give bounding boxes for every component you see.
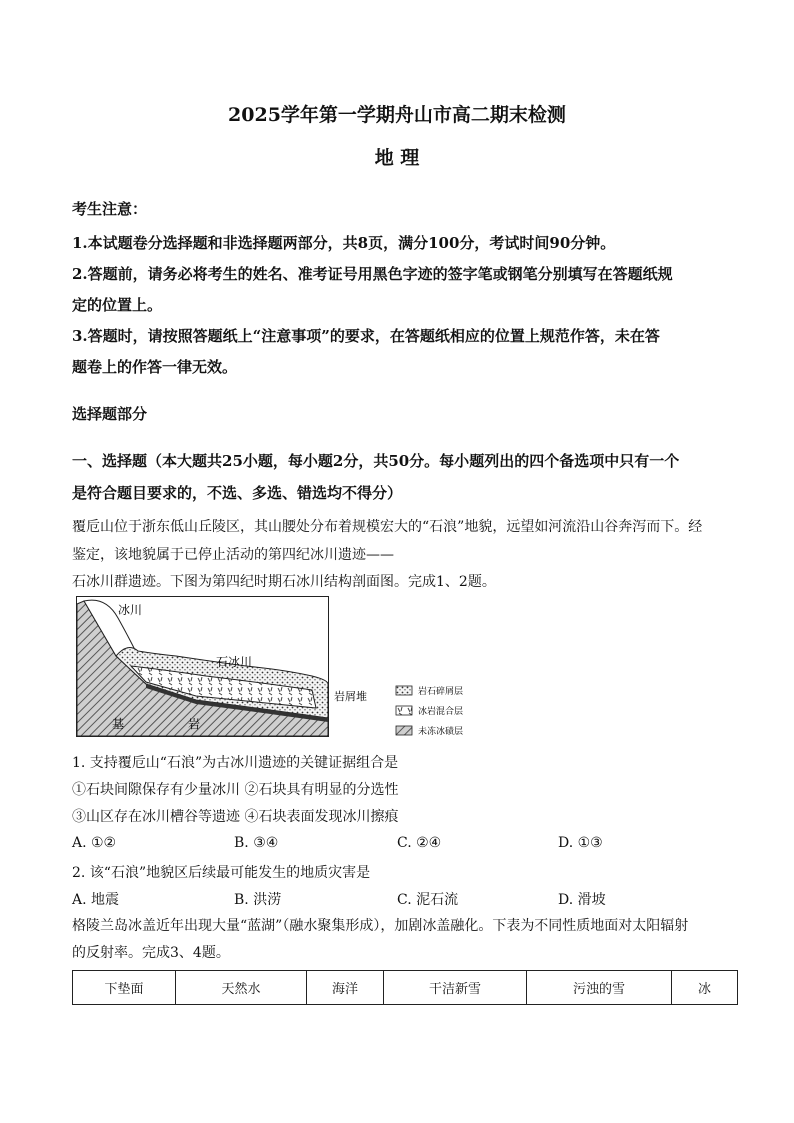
- passage1-line-2: 鉴定，该地貌属于已停止活动的第四纪冰川遗迹——: [72, 547, 394, 563]
- subject-title: 地 理: [374, 147, 420, 169]
- label-glacier: 冰川: [118, 603, 143, 617]
- label-bedrock-2: 岩: [188, 717, 201, 731]
- table-header-cell: 海洋: [307, 971, 384, 1005]
- legend-label-till: 未冻冰碛层: [418, 727, 464, 737]
- notice-line-3a: 3.答题时，请按照答题纸上“注意事项”的要求，在答题纸相应的位置上规范作答，未在答: [72, 327, 660, 345]
- table-header-cell: 冰: [672, 971, 738, 1005]
- passage2-line-2: 的反射率。完成3、4题。: [72, 945, 230, 961]
- table-header-cell: 天然水: [176, 971, 307, 1005]
- label-rock-glacier: 石冰川: [216, 655, 253, 669]
- table-header-cell: 干洁新雪: [384, 971, 527, 1005]
- q2-option-b[interactable]: B. 洪涝: [234, 892, 282, 908]
- q1-option-a[interactable]: A. ①②: [72, 835, 117, 851]
- q1-option-c[interactable]: C. ②④: [397, 835, 442, 851]
- notice-line-1: 1.本试题卷分选择题和非选择题两部分，共8页，满分100分，考试时间90分钟。: [72, 234, 616, 252]
- legend-swatch-debris: [396, 686, 412, 695]
- section-heading-b: 是符合题目要求的，不选、多选、错选均不得分）: [72, 484, 403, 502]
- legend-swatch-till: [396, 726, 412, 735]
- notice-heading: 考生注意：: [72, 200, 148, 218]
- q1-option-d[interactable]: D. ①③: [558, 835, 603, 851]
- legend-label-debris: 岩石碎屑层: [418, 687, 464, 697]
- notice-line-2b: 定的位置上。: [72, 296, 163, 314]
- passage1-line-1: 覆卮山位于浙东低山丘陵区，其山腰处分布着规模宏大的“石浪”地貌，远望如河流沿山谷奔泻而下。经: [72, 519, 703, 535]
- legend-swatch-mix: [396, 706, 412, 715]
- passage2-line-1: 格陵兰岛冰盖近年出现大量“蓝湖”（融水聚集形成），加剧冰盖融化。下表为不同性质地面对太阳辐射: [72, 918, 689, 934]
- notice-line-3b: 题卷上的作答一律无效。: [72, 358, 238, 376]
- exam-title: 2025学年第一学期舟山市高二期末检测: [228, 104, 566, 126]
- q2-stem: 2. 该“石浪”地貌区后续最可能发生的地质灾害是: [72, 865, 371, 881]
- passage1-line-3: 石冰川群遗迹。下图为第四纪时期石冰川结构剖面图。完成1、2题。: [72, 574, 496, 590]
- table-header-cell: 下垫面: [73, 971, 176, 1005]
- part-title: 选择题部分: [72, 405, 148, 423]
- q2-option-a[interactable]: A. 地震: [72, 892, 120, 908]
- q1-option-b[interactable]: B. ③④: [234, 835, 279, 851]
- reflectance-table: [72, 970, 738, 1005]
- table-header-cell: 污浊的雪: [527, 971, 672, 1005]
- legend-label-mix: 冰岩混合层: [418, 707, 464, 717]
- notice-line-2a: 2.答题前，请务必将考生的姓名、准考证号用黑色字迹的签字笔或钢笔分别填写在答题纸规: [72, 265, 673, 283]
- label-bedrock-1: 基: [112, 717, 125, 731]
- section-heading-a: 一、选择题（本大题共25小题，每小题2分，共50分。每小题列出的四个备选项中只有一个: [72, 452, 680, 470]
- figure-legend: [396, 685, 463, 737]
- rock-glacier-cross-section: [76, 596, 496, 742]
- table-header-row: [73, 971, 738, 1005]
- q1-statements-b: ③山区存在冰川槽谷等遗迹 ④石块表面发现冰川擦痕: [72, 809, 399, 825]
- q2-option-c[interactable]: C. 泥石流: [397, 892, 459, 908]
- q1-statements-a: ①石块间隙保存有少量冰川 ②石块具有明显的分选性: [72, 782, 399, 798]
- q1-stem: 1. 支持覆卮山“石浪”为古冰川遗迹的关键证据组合是: [72, 755, 399, 771]
- label-talus: 岩屑堆: [334, 690, 367, 703]
- q2-option-d[interactable]: D. 滑坡: [558, 892, 606, 908]
